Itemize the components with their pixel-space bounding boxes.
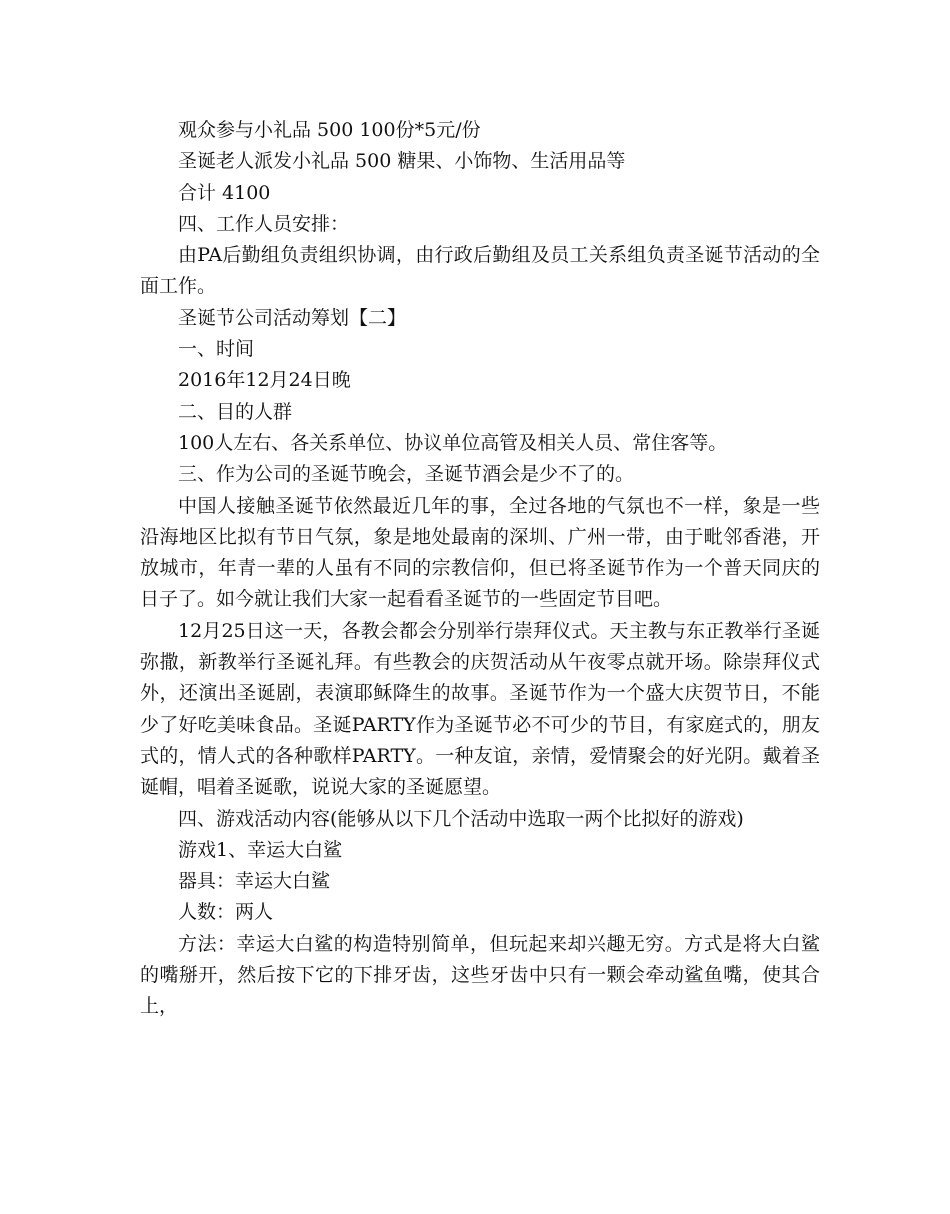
paragraph-christmas-china: 中国人接触圣诞节依然最近几年的事，全过各地的气氛也不一样，象是一些沿海地区比拟有节日气氛，象是地处最南的深圳、广州一带，由于毗邻香港，开放城市，年青一辈的人虽有不同的宗教信仰，但已将圣诞节作为一个普天同庆的日子了。如今就让我们大家一起看看圣诞节的一些固定节目吧。 [140, 494, 820, 611]
game-equipment: 器具：幸运大白鲨 [178, 870, 331, 893]
section-heading-games: 四、游戏活动内容(能够从以下几个活动中选取一两个比拟好的游戏) [178, 807, 744, 830]
section-heading-staff: 四、工作人员安排： [178, 212, 350, 235]
paragraph-total: 合计 4100 [178, 181, 271, 204]
paragraph-audience: 100人左右、各关系单位、协议单位高管及相关人员、常住客等。 [178, 431, 728, 454]
paragraph-gift-audience: 观众参与小礼品 500 100份*5元/份 [178, 119, 481, 141]
section-title-plan-two: 圣诞节公司活动筹划【二】 [178, 306, 407, 329]
section-heading-audience: 二、目的人群 [178, 400, 293, 423]
game-method: 方法：幸运大白鲨的构造特别简单，但玩起来却兴趣无穷。方式是将大白鲨的嘴掰开，然后按下它的下排牙齿，这些牙齿中只有一颗会牵动鲨鱼嘴，使其合上， [140, 932, 820, 1018]
paragraph-date: 2016年12月24日晚 [178, 369, 351, 392]
game-players: 人数：两人 [178, 901, 274, 924]
section-heading-party: 三、作为公司的圣诞节晚会，圣诞节酒会是少不了的。 [178, 463, 635, 486]
document-body [140, 115, 820, 1023]
paragraph-gift-santa: 圣诞老人派发小礼品 500 糖果、小饰物、生活用品等 [178, 150, 626, 173]
game-title: 游戏1、幸运大白鲨 [178, 838, 343, 861]
paragraph-staff: 由PA后勤组负责组织协调，由行政后勤组及员工关系组负责圣诞节活动的全面工作。 [140, 244, 820, 298]
paragraph-december-25: 12月25日这一天，各教会都会分别举行崇拜仪式。天主教与东正教举行圣诞弥撒，新教举行圣诞礼拜。有些教会的庆贺活动从午夜零点就开场。除崇拜仪式外，还演出圣诞剧，表演耶稣降生的故事。圣诞节作为一个盛大庆贺节日，不能少了好吃美味食品。圣诞PARTY作为圣诞节必不可少的节目，有家庭式的，朋友式的，情人式的各种歌样PARTY。一种友谊，亲情，爱情聚会的好光阴。戴着圣诞帽，唱着圣诞歌，说说大家的圣诞愿望。 [140, 619, 820, 799]
section-heading-time: 一、时间 [178, 338, 255, 361]
